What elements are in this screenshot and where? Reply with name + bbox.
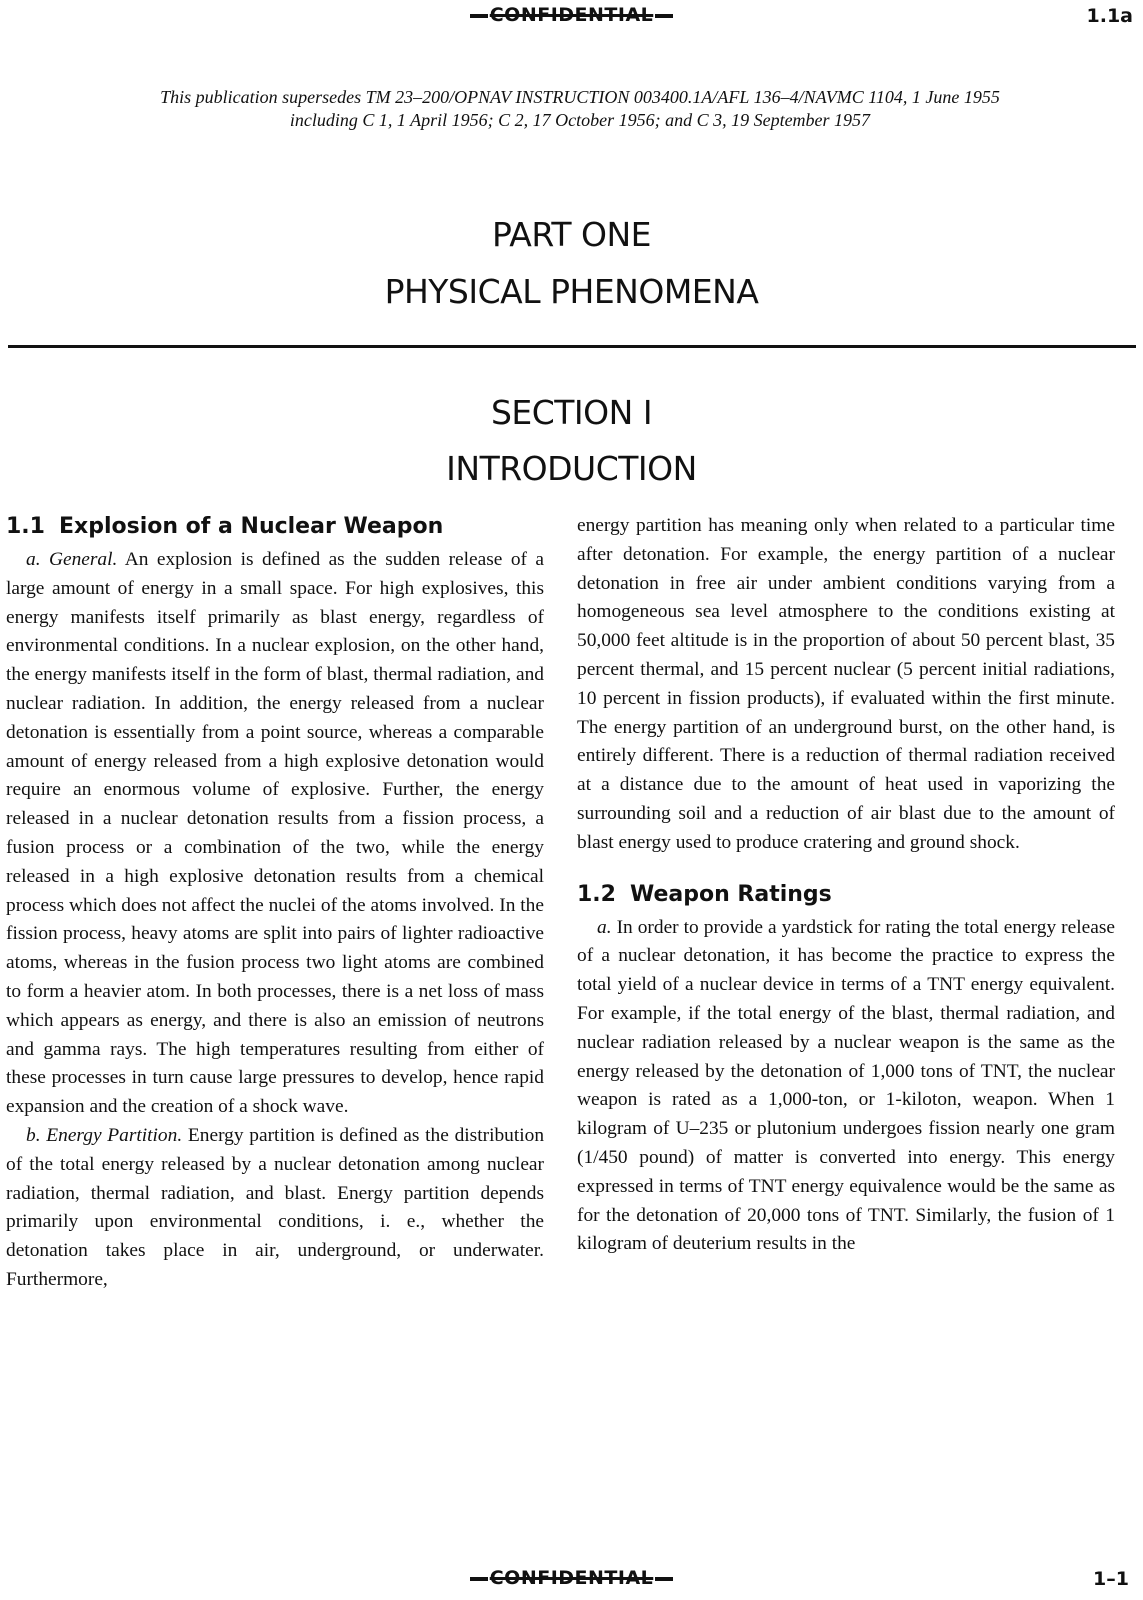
- section-number: 1.2: [577, 881, 616, 907]
- section-number: 1.1: [6, 514, 45, 539]
- marking-dash: [470, 14, 488, 18]
- marking-dash: [655, 1577, 673, 1581]
- section-heading-title: Weapon Ratings: [629, 881, 832, 907]
- paragraph: [6, 546, 544, 1122]
- paragraph-lead: a.: [597, 916, 612, 938]
- paragraph-lead: b. Energy Partition.: [26, 1124, 183, 1146]
- horizontal-rule: [8, 345, 1136, 348]
- paragraph-text: An explosion is defined as the sudden release of a large amount of energy in a small space. For high explosives, this energy manifests itself primarily as blast energy, regardless of environmental conditions. In a nuclear explosion, on the other hand, the energy manifests itself in the form of blast, thermal radiation, and nuclear radiation. In addition, the energy released from a nuclear detonation is essentially from a point source, whereas a comparable amount of energy released from a high explosive detonation would require an enormous volume of explosive. Further, the energy released in a nuclear detonation results from a fission process, a fusion process or a combination of the two, while the energy released in a high explosive detonation results from a chemical process which does not affect the nuclei of the atoms involved. In the fission process, heavy atoms are split into pairs of lighter radioactive atoms, whereas in the fusion process two light atoms are combined to form a heavier atom. In both processes, there is a net loss of mass which appears as energy, and there is also an emission of neutrons and gamma rays. The high temperatures resulting from either of these processes in turn cause large pressures to develop, hence rapid expansion and the creation of a shock wave.: [6, 549, 545, 1118]
- paragraph-text: In order to provide a yardstick for rating the total energy release of a nuclear detonation, it has become the practice to express the total yield of a nuclear device in terms of a TNT energy equivalent. For example, if the total energy of the blast, thermal radiation, and nuclear radiation released by a nuclear weapon is the same as the energy released by the detonation of 1,000 tons of TNT, the nuclear weapon is rated as a 1,000-ton, or 1-kiloton, weapon. When 1 kilogram of U–235 or plutonium undergoes fission nearly one gram (1/450 pound) of matter is converted into energy. This energy expressed in terms of TNT energy equivalence would be the same as for the detonation of 20,000 tons of TNT. Similarly, the fusion of 1 kilogram of deuterium results in the: [577, 916, 1115, 1255]
- paragraph: [577, 914, 1115, 1260]
- section-heading-title: Explosion of a Nuclear Weapon: [58, 514, 444, 539]
- classification-marking-bottom: [0, 1567, 1143, 1589]
- right-column: [577, 512, 1115, 1259]
- paragraph-text: Energy partition is defined as the distribution of the total energy released by a nuclear detonation among nuclear radiation, thermal radiation, and blast. Energy partition depends primarily upon environmental conditions, i. e., whether the detonation takes place in air, underground, or underwater. Furthermore,: [6, 1124, 545, 1290]
- paragraph-continuation: energy partition has meaning only when related to a particular time after detonation. For example, the energy partition of a nuclear detonation in free air under ambient conditions varying from a homogeneous sea level atmosphere to the conditions existing at 50,000 feet altitude is in the proportion of about 50 percent blast, 35 percent thermal, and 15 percent nuclear (5 percent initial radiations, 10 percent in fission products), if evaluated within the first minute. The energy partition of an underground burst, on the other hand, is entirely different. There is a reduction of thermal radiation received at a distance due to the amount of heat used in vaporizing the surrounding soil and a reduction of air blast due to the amount of blast energy used to produce cratering and ground shock.: [577, 515, 1115, 853]
- supersedes-note: [30, 86, 1130, 132]
- paragraph: [6, 1122, 544, 1295]
- left-column: [6, 512, 544, 1295]
- classification-bottom-text: CONFIDENTIAL: [489, 1567, 654, 1589]
- paragraph-lead: a. General.: [26, 549, 118, 570]
- section-heading: [6, 512, 544, 542]
- marking-dash: [655, 14, 673, 18]
- supersedes-line-1: This publication supersedes TM 23–200/OPNAV INSTRUCTION 003400.1A/AFL 136–4/NAVMC 1104, 1 June 1955: [160, 87, 1000, 107]
- part-label: PART ONE: [491, 215, 652, 254]
- classification-top-text: CONFIDENTIAL: [489, 4, 654, 26]
- page-number-top: 1.1a: [1086, 5, 1133, 27]
- section-heading: [577, 880, 1115, 910]
- part-title: PHYSICAL PHENOMENA: [384, 272, 759, 311]
- page-number-bottom: 1–1: [1093, 1568, 1129, 1590]
- supersedes-line-2: including C 1, 1 April 1956; C 2, 17 October 1956; and C 3, 19 September 1957: [289, 110, 871, 130]
- section-title: INTRODUCTION: [446, 449, 697, 488]
- classification-marking-top: [0, 4, 1143, 26]
- section-label: SECTION I: [490, 393, 653, 432]
- marking-dash: [470, 1577, 488, 1581]
